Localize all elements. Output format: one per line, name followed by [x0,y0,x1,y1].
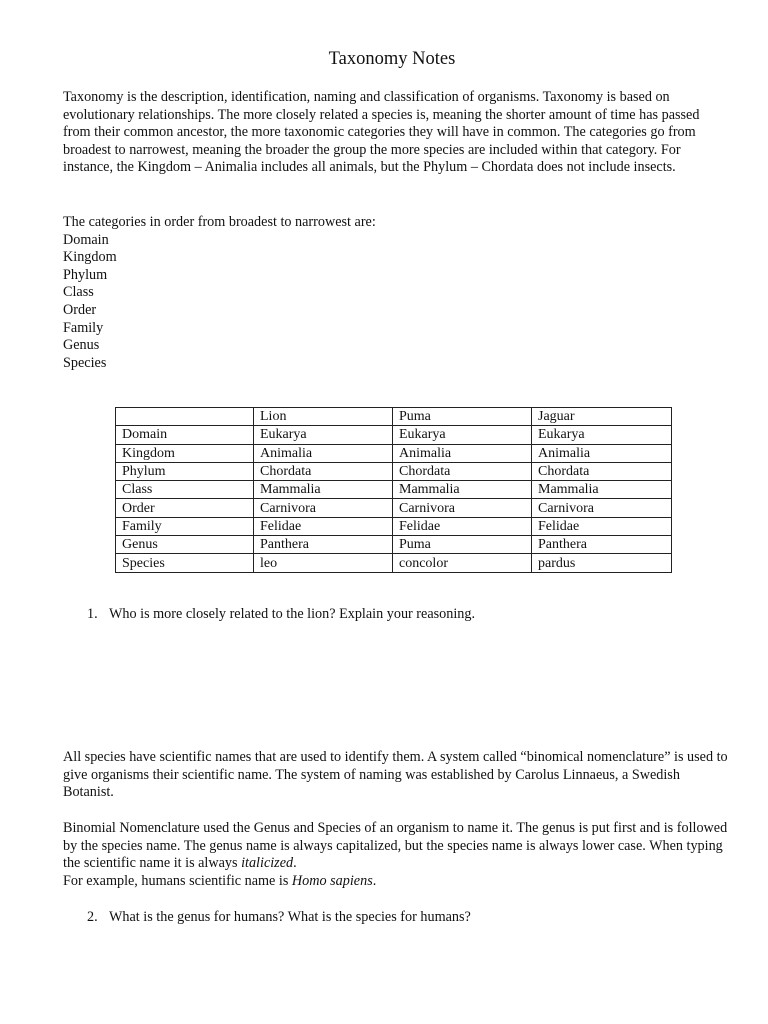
table-cell: Chordata [393,462,532,480]
table-row [116,536,672,554]
scientific-name: Homo sapiens [291,872,373,889]
table-cell: Class [116,481,254,499]
categories-heading: The categories in order from broadest to narrowest are: [63,214,376,230]
table-cell: Kingdom [116,444,254,462]
table-cell: Felidae [254,517,393,535]
binomial-paragraph [63,749,728,802]
page-title: Taxonomy Notes [328,49,456,69]
table-row [116,444,672,462]
table-cell: Genus [116,536,254,554]
table-cell: Animalia [532,444,672,462]
table-cell: pardus [532,554,672,572]
table-header-cell: Lion [254,408,393,426]
table-header-row [116,408,672,426]
example-line [63,873,728,891]
italicized-word: italicized [241,855,294,872]
table-row [116,481,672,499]
table-cell: Eukarya [393,426,532,444]
table-cell: Animalia [254,444,393,462]
category-kingdom: Kingdom [63,249,117,266]
category-order: Order [63,301,97,318]
table-cell: Order [116,499,254,517]
binomial-text: All species have scientific names that are used to identify them. A system called “binomical nomenclature” is used to give organisms their scientific name. The system of naming was established by Carolus Linnaeus, a Swedish Botanist. [63,749,728,801]
table-cell: concolor [393,554,532,572]
table-cell: Phylum [116,462,254,480]
categories-block [63,214,728,372]
table-cell: Eukarya [254,426,393,444]
taxonomy-table [115,407,672,573]
example-prefix: For example, humans scientific name is [63,872,292,889]
table-header-cell: Puma [393,408,532,426]
nomenclature-paragraph [63,820,728,890]
question-text: What is the genus for humans? What is the species for humans? [109,909,471,925]
table-cell: Felidae [393,517,532,535]
table-row [116,554,672,572]
table-row [116,462,672,480]
nomenclature-period: . [293,855,297,872]
table-header-cell [116,408,254,426]
table-cell: Mammalia [393,481,532,499]
table-cell: Panthera [254,536,393,554]
question-number: 1. [87,606,98,622]
table-cell: Mammalia [532,481,672,499]
table-cell: Animalia [393,444,532,462]
category-class: Class [63,284,94,301]
table-row [116,499,672,517]
table-row [116,517,672,535]
question-1 [87,606,727,624]
category-phylum: Phylum [63,266,108,283]
question-text: Who is more closely related to the lion? Explain your reasoning. [109,606,476,622]
intro-paragraph [63,89,728,177]
nomenclature-body: Binomial Nomenclature used the Genus and Species of an organism to name it. The genus is put first and is followed by the species name. The genus name is always capitalized, but the species name is always lower case. When typing the scientific name it is always [63,820,728,872]
table-cell: Species [116,554,254,572]
category-genus: Genus [63,337,100,354]
table-row [116,426,672,444]
table-cell: leo [254,554,393,572]
table-header-cell: Jaguar [532,408,672,426]
table-cell: Family [116,517,254,535]
category-domain: Domain [63,231,109,248]
table-cell: Carnivora [393,499,532,517]
category-species: Species [63,354,107,371]
table-cell: Puma [393,536,532,554]
nomenclature-text [63,820,728,873]
table-cell: Mammalia [254,481,393,499]
category-family: Family [63,319,104,336]
table-cell: Chordata [254,462,393,480]
table-cell: Chordata [532,462,672,480]
table-cell: Carnivora [254,499,393,517]
example-suffix: . [372,872,377,889]
table-cell: Carnivora [532,499,672,517]
question-2 [87,909,727,927]
table-cell: Eukarya [532,426,672,444]
question-number: 2. [87,909,98,925]
table-cell: Domain [116,426,254,444]
table-cell: Panthera [532,536,672,554]
intro-text: Taxonomy is the description, identification, naming and classification of organisms. Taxonomy is based on evolutionary relationships. The more closely related a species is, meaning the shorter amount of time has passed from their common ancestor, the more taxonomic categories they will have in common. The categories go from broadest to narrowest, meaning the broader the group the more species are included within that category. For instance, the Kingdom – Animalia includes all animals, but the Phylum – Chordata does not include insects. [63,89,700,176]
table-cell: Felidae [532,517,672,535]
